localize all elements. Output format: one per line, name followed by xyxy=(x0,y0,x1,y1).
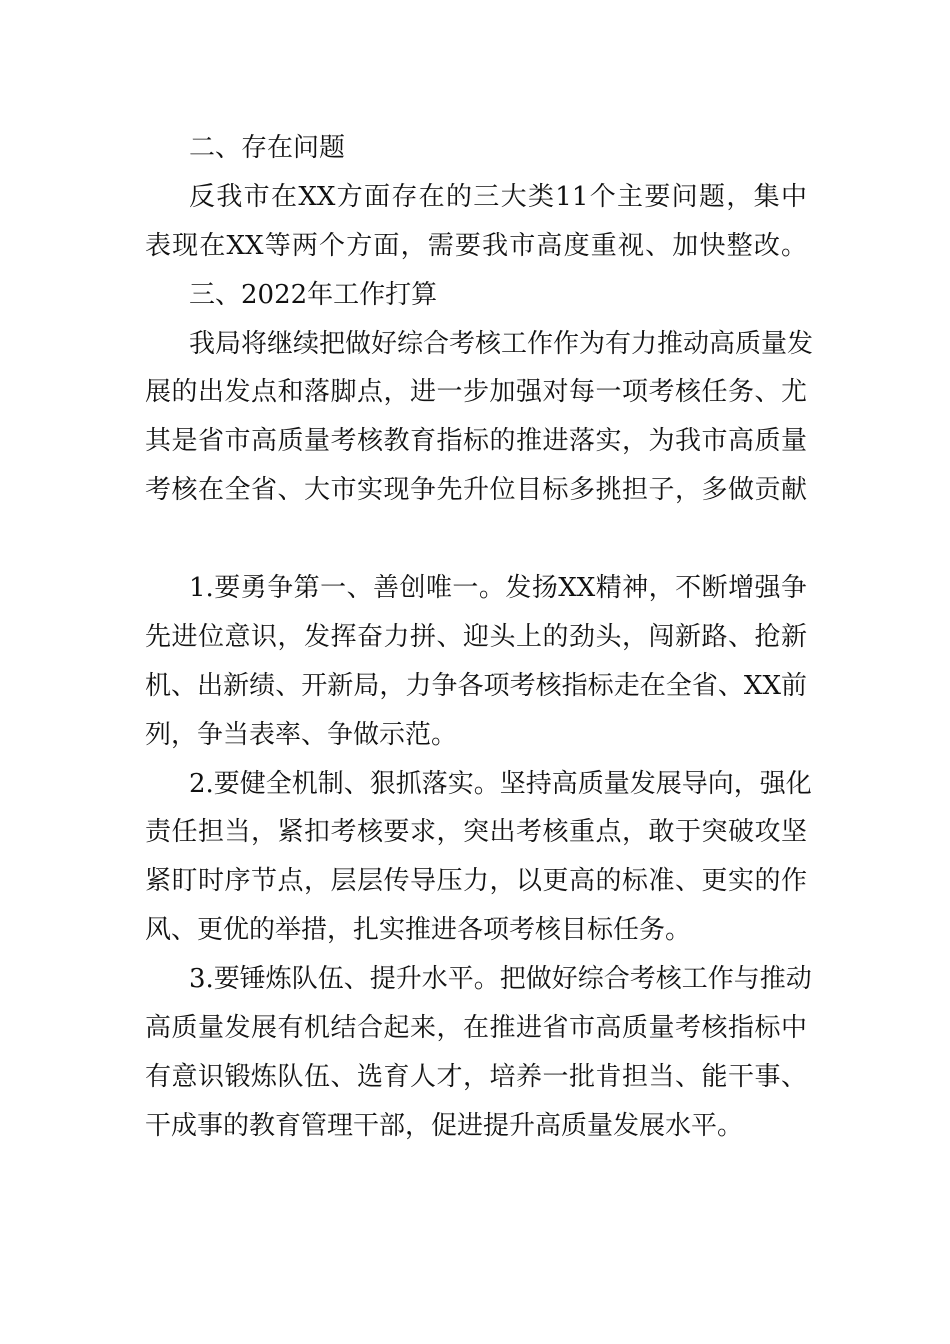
list-item-3-line: 高质量发展有机结合起来，在推进省市高质量考核指标中 xyxy=(145,1013,807,1044)
list-item-1-line: 机、出新绩、开新局，力争各项考核指标走在全省、XX前 xyxy=(145,670,807,701)
list-item-3-line: 有意识锻炼队伍、选育人才，培养一批肯担当、能干事、 xyxy=(145,1061,807,1092)
paragraph-line: 其是省市高质量考核教育指标的推进落实，为我市高质量 xyxy=(145,426,807,457)
paragraph-line: 展的出发点和落脚点，进一步加强对每一项考核任务、尤 xyxy=(145,377,807,408)
paragraph-line: 考核在全省、大市实现争先升位目标多挑担子，多做贡献 xyxy=(145,475,807,506)
list-item-2-line: 责任担当，紧扣考核要求，突出考核重点，敢于突破攻坚 xyxy=(145,817,807,848)
list-item-2-line: 2.要健全机制、狠抓落实。坚持高质量发展导向，强化 xyxy=(189,768,812,799)
list-item-1-line: 1.要勇争第一、善创唯一。发扬XX精神，不断增强争 xyxy=(189,573,807,604)
list-item-2-line: 风、更优的举措，扎实推进各项考核目标任务。 xyxy=(145,915,692,946)
paragraph-line: 我局将继续把做好综合考核工作作为有力推动高质量发 xyxy=(189,328,814,359)
list-item-1-line: 先进位意识，发挥奋力拼、迎头上的劲头，闯新路、抢新 xyxy=(145,621,807,652)
paragraph-line: 反我市在XX方面存在的三大类11个主要问题，集中 xyxy=(189,181,807,212)
section-heading-plan: 三、2022年工作打算 xyxy=(189,279,438,310)
document-page xyxy=(145,124,814,1151)
list-item-3-line: 干成事的教育管理干部，促进提升高质量发展水平。 xyxy=(145,1110,744,1141)
list-item-2-line: 紧盯时序节点，层层传导压力，以更高的标准、更实的作 xyxy=(145,866,807,897)
paragraph-line: 表现在XX等两个方面，需要我市高度重视、加快整改。 xyxy=(145,230,807,261)
list-item-1-line: 列，争当表率、争做示范。 xyxy=(145,719,458,750)
list-item-3-line: 3.要锤炼队伍、提升水平。把做好综合考核工作与推动 xyxy=(189,964,812,995)
blank-line xyxy=(145,515,807,564)
section-heading-problems: 二、存在问题 xyxy=(189,133,346,163)
